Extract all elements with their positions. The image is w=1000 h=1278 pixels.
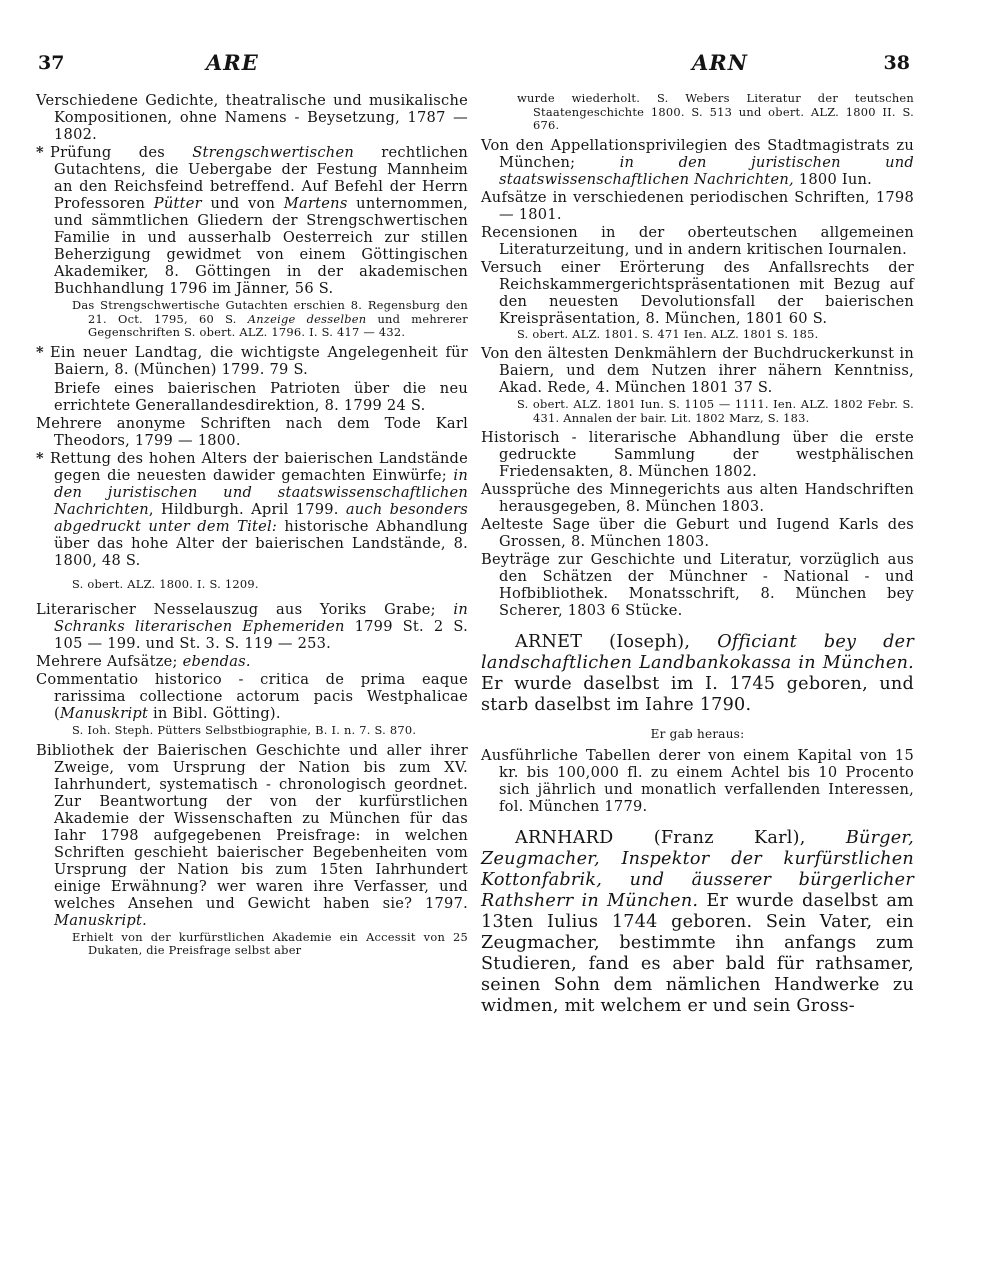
note-strengschwert: Das Strengschwertische Gutachten erschien 8. Regensburg den 21. Oct. 1795, 60 S. Anzeige desselben und mehrerer Gegenschriften S. obert. ALZ. 1796. I. S. 417 — 432.: [72, 298, 468, 339]
entry-sage-karls: Aelteste Sage über die Geburt und Iugend Karls des Grossen, 8. München 1803.: [481, 516, 914, 550]
asterisk-mark: *: [36, 343, 44, 361]
entry-appellationsprivilegien: Von den Appellationsprivilegien des Stadtmagistrats zu München; in den juristischen und staatswissenschaftlichen Nachrichten, 1800 Iun.: [481, 136, 915, 188]
entry-anonyme-schriften: Mehrere anonyme Schriften nach dem Tode Karl Theodors, 1799 — 1800.: [36, 414, 468, 449]
note-accessit: Erhielt von der kurfürstlichen Akademie ein Accessit von 25 Dukaten, die Preisfrage selbst aber: [72, 929, 468, 957]
entry-pruefung: * Prüfung des Strengschwertischen rechtlichen Gutachtens, die Uebergabe der Festung Mannheim an den Reichsfeind betreffend. Auf Befehl der Herrn Professoren Pütter und von Martens unternommen, und sämmtlichen Gliedern der Strengschwertischen Familie in und ausserhalb Oesterreich zur stillen Beherzigung gewidmet von einem Göttingischen Akademiker, 8. Göttingen in der akademischen Buchhandlung 1796 im Jänner, 56 S.: [36, 144, 469, 297]
entry-commentatio: Commentatio historico - critica de prima eaque rarissima collectione actorum pacis Westphalicae (Manuskript in Bibl. Götting).: [36, 671, 468, 722]
right-running-head: ARN: [692, 50, 748, 75]
entry-rettung: * Rettung des hohen Alters der baierischen Landstände gegen die neuesten dawider gemachten Einwürfe; in den juristischen und staatswissenschaftlichen Nachrichten, Hildburgh. April 1799. auch besonders abgedruckt unter dem Titel: historische Abhandlung über das hohe Alter der baierischen Landstände, 8. 1800, 48 S.: [36, 449, 468, 569]
left-page-number: 37: [38, 52, 65, 74]
entry-nesselauszug: Literarischer Nesselauszug aus Yoriks Grabe; in Schranks literarischen Ephemeriden 1799 St. 2 S. 105 — 199. und St. 3. S. 119 — 253.: [36, 601, 468, 652]
note-alz-1800: S. obert. ALZ. 1800. I. S. 1209.: [72, 576, 259, 591]
entry-denkmaehler: Von den ältesten Denkmählern der Buchdruckerkunst in Baiern, und dem Nutzen ihrer nähern Kenntniss, Akad. Rede, 4. München 1801 37 S.: [481, 345, 914, 396]
entry-beytraege: Beyträge zur Geschichte und Literatur, vorzüglich aus den Schätzen der Münchner - National - und Hofbibliothek. Monatsschrift, 8. München bey Scherer, 1803 6 Stücke.: [481, 551, 914, 619]
entry-tabellen: Ausführliche Tabellen derer von einem Kapital von 15 kr. bis 100,000 fl. zu einem Achtel bis 10 Procento sich jährlich und monatlich verfallenden Interessen, fol. München 1779.: [481, 747, 914, 815]
asterisk-mark: *: [36, 449, 44, 467]
note-puetter: S. Ioh. Steph. Pütters Selbstbiographie, B. I. n. 7. S. 870.: [72, 723, 417, 737]
entry-arnet: ARNET (Ioseph), Officiant bey der landschaftlichen Landbankokassa in München. Er wurde daselbst im I. 1745 geboren, und starb daselbst im Iahre 1790.: [481, 632, 914, 715]
right-column: [481, 92, 914, 1017]
note-alz-1801: S. obert. ALZ. 1801. S. 471 Ien. ALZ. 1801 S. 185.: [517, 326, 819, 341]
entry-aufsaetze: Mehrere Aufsätze; ebendas.: [36, 653, 251, 670]
entry-minnegericht: Aussprüche des Minnegerichts aus alten Handschriften herausgegeben, 8. München 1803.: [481, 481, 914, 515]
left-column: [36, 92, 468, 962]
arnet-gab-heraus: Er gab heraus:: [650, 727, 745, 741]
entry-friedensakten: Historisch - literarische Abhandlung über die erste gedruckte Sammlung der westphälischen Friedensakten, 8. München 1802.: [481, 429, 914, 480]
entry-landtag: * Ein neuer Landtag, die wichtigste Angelegenheit für Baiern, 8. (München) 1799. 79 S.: [36, 343, 468, 378]
entry-anfallsrecht: Versuch einer Erörterung des Anfallsrechts der Reichskammergerichtspräsentationen mit Bezug auf den neuesten Devolutionsfall der baierischen Kreispräsentation, 8. München, 1801 60 S.: [481, 258, 914, 327]
entry-recensionen: Recensionen in der oberteutschen allgemeinen Literaturzeitung, und in andern kritischen Iournalen.: [481, 223, 914, 258]
page-header: [38, 52, 910, 82]
asterisk-mark: *: [36, 144, 44, 161]
note-alz-1801-iun: S. obert. ALZ. 1801 Iun. S. 1105 — 1111. Ien. ALZ. 1802 Febr. S. 431. Annalen der bair. Lit. 1802 Marz, S. 183.: [517, 397, 914, 425]
entry-arnhard: ARNHARD (Franz Karl), Bürger, Zeugmacher, Inspektor der kurfürstlichen Kottonfabrik, und äusserer bürgerlicher Rathsherr in München. Er wurde daselbst am 13ten Iulius 1744 geboren. Sein Vater, ein Zeugmacher, bestimmte ihn anfangs zum Studieren, fand es aber bald für rathsamer, seinen Sohn dem nämlichen Handwerke zu widmen, mit welchem er und sein Gross-: [481, 828, 914, 1016]
note-webers-literatur: wurde wiederholt. S. Webers Literatur der teutschen Staatengeschichte 1800. S. 513 und obert. ALZ. 1800 II. S. 676.: [517, 91, 914, 132]
entry-bibliothek: Bibliothek der Baierischen Geschichte und aller ihrer Zweige, vom Ursprung der Nation bis zum XV. Iahrhundert, systematisch - chronologisch geordnet. Zur Beantwortung der von der kurfürstlichen Akademie der Wissenschaften zu München für das Iahr 1798 aufgegebenen Preisfrage: in welchen Schriften geschieht baierischer Begebenheiten vom Ursprung der Nation bis zum 15ten Iahrhundert einige Erwähnung? wer waren ihre Verfasser, und welches Ansehen und Gewicht haben sie? 1797. Manuskript.: [36, 741, 468, 929]
entry-aufsaetze-periodisch: Aufsätze in verschiedenen periodischen Schriften, 1798 — 1801.: [481, 188, 914, 223]
left-running-head: ARE: [206, 50, 259, 75]
entry-briefe: Briefe eines baierischen Patrioten über die neu errichtete Generallandesdirektion, 8. 1799 24 S.: [54, 379, 468, 414]
right-page-number: 38: [883, 52, 910, 74]
entry-gedichte: Verschiedene Gedichte, theatralische und musikalische Kompositionen, ohne Namens - Beysetzung, 1787 — 1802.: [36, 92, 468, 143]
